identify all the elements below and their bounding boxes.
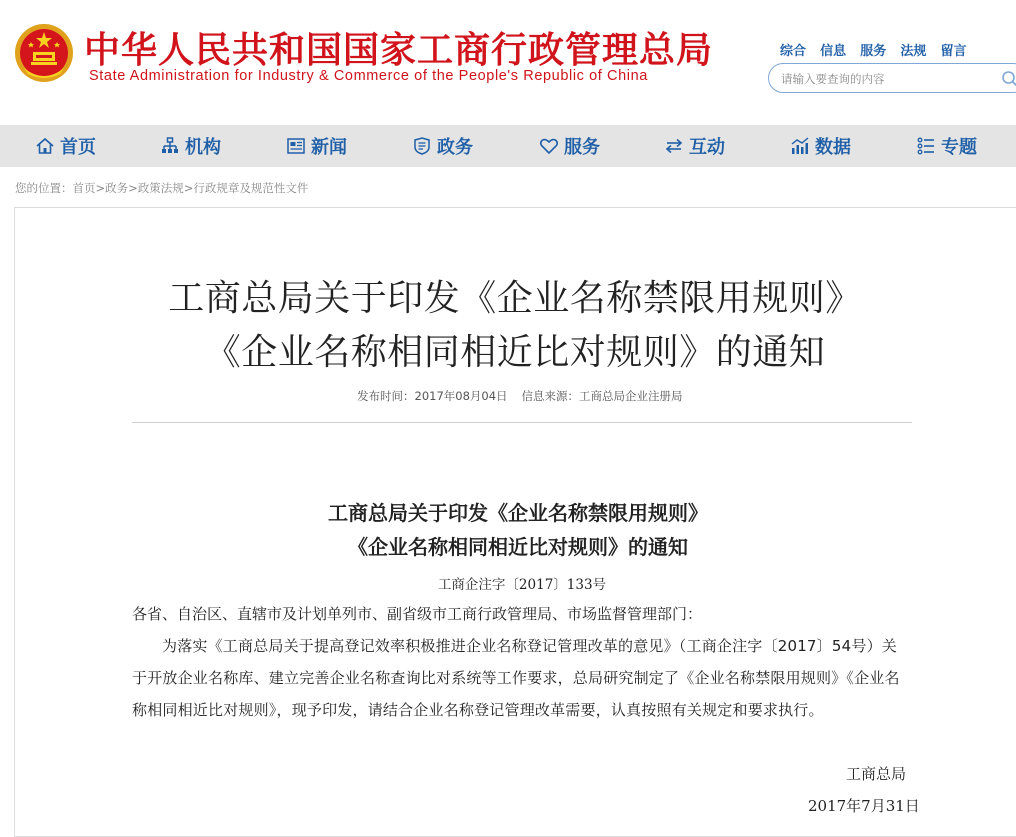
main-nav bbox=[0, 125, 1016, 167]
nav-label: 数据 bbox=[815, 137, 851, 158]
search-icon[interactable] bbox=[1001, 70, 1016, 88]
nav-label: 服务 bbox=[564, 137, 600, 158]
nav-item-service[interactable] bbox=[539, 125, 600, 167]
nav-label: 新闻 bbox=[311, 137, 347, 158]
search-box bbox=[768, 63, 1016, 93]
shield-book-icon bbox=[412, 136, 432, 156]
breadcrumb: 您的位置：首页>政务>政策法规>行政规章及规范性文件 bbox=[15, 181, 309, 195]
top-link-message[interactable]: 留言 bbox=[940, 44, 967, 59]
site-name-en: State Administration for Industry & Commerce of the People's Republic of China bbox=[89, 68, 648, 84]
breadcrumb-prefix: 您的位置： bbox=[15, 181, 73, 195]
breadcrumb-policy-law[interactable]: 政策法规 bbox=[137, 181, 184, 195]
search-input[interactable] bbox=[779, 69, 993, 89]
title-divider bbox=[132, 422, 912, 423]
nav-item-news[interactable] bbox=[286, 125, 347, 167]
nav-label: 机构 bbox=[185, 137, 221, 158]
top-link-law[interactable]: 法规 bbox=[900, 44, 927, 59]
site-header bbox=[0, 0, 1016, 125]
document-title-line2: 《企业名称相同相近比对规则》的通知 bbox=[348, 535, 688, 559]
home-icon bbox=[35, 136, 55, 156]
national-emblem-icon bbox=[14, 22, 74, 84]
article-title-line1: 工商总局关于印发《企业名称禁限用规则》 bbox=[168, 278, 862, 319]
document-recipients: 各省、自治区、直辖市及计划单列市、副省级市工商行政管理局、市场监督管理部门： bbox=[132, 605, 703, 623]
nav-item-government-affairs[interactable] bbox=[412, 125, 473, 167]
nav-label: 专题 bbox=[941, 137, 977, 158]
nav-label: 首页 bbox=[60, 137, 96, 158]
newspaper-icon bbox=[286, 136, 306, 156]
nav-item-home[interactable] bbox=[35, 125, 96, 167]
top-links bbox=[780, 40, 975, 59]
nav-label: 互动 bbox=[689, 137, 725, 158]
top-link-service[interactable]: 服务 bbox=[860, 44, 887, 59]
org-chart-icon bbox=[160, 136, 180, 156]
nav-item-interaction[interactable] bbox=[664, 125, 725, 167]
list-icon bbox=[916, 136, 936, 156]
article-title bbox=[0, 272, 1016, 380]
source-label: 信息来源： bbox=[521, 389, 580, 403]
heart-icon bbox=[539, 136, 559, 156]
document-number: 工商企注字〔2017〕133号 bbox=[437, 577, 607, 593]
signature-date: 2017年7月31日 bbox=[808, 797, 920, 815]
publish-label: 发布时间： bbox=[357, 389, 415, 403]
document-title bbox=[0, 496, 1016, 564]
exchange-arrows-icon bbox=[664, 136, 684, 156]
breadcrumb-government-affairs[interactable]: 政务 bbox=[105, 181, 129, 195]
document-title-line1: 工商总局关于印发《企业名称禁限用规则》 bbox=[328, 501, 708, 525]
top-link-general[interactable]: 综合 bbox=[780, 44, 807, 59]
top-link-info[interactable]: 信息 bbox=[820, 44, 847, 59]
publish-date: 2017年08月04日 bbox=[414, 389, 508, 403]
article-title-line2: 《企业名称相同相近比对规则》的通知 bbox=[204, 332, 826, 373]
site-name-cn: 中华人民共和国国家工商行政管理总局 bbox=[84, 30, 714, 71]
signature-organization: 工商总局 bbox=[846, 765, 907, 783]
breadcrumb-home[interactable]: 首页 bbox=[72, 181, 96, 195]
nav-item-topics[interactable] bbox=[916, 125, 977, 167]
nav-item-organization[interactable] bbox=[160, 125, 221, 167]
document-body: 为落实《工商总局关于提高登记效率积极推进企业名称登记管理改革的意见》（工商企注字〔2017〕54号）关于开放企业名称库、建立完善企业名称查询比对系统等工作要求，总局研究制定了《企业名称禁限用规则》《企业名称相同相近比对规则》，现予印发，请结合企业名称登记管理改革需要，认真按照有关规定和要求执行。 bbox=[132, 637, 900, 719]
nav-label: 政务 bbox=[437, 137, 473, 158]
nav-item-data[interactable] bbox=[790, 125, 851, 167]
chart-trend-icon bbox=[790, 136, 810, 156]
article-meta bbox=[357, 388, 683, 404]
breadcrumb-regulations[interactable]: 行政规章及规范性文件 bbox=[193, 181, 309, 195]
source-value: 工商总局企业注册局 bbox=[579, 389, 683, 403]
